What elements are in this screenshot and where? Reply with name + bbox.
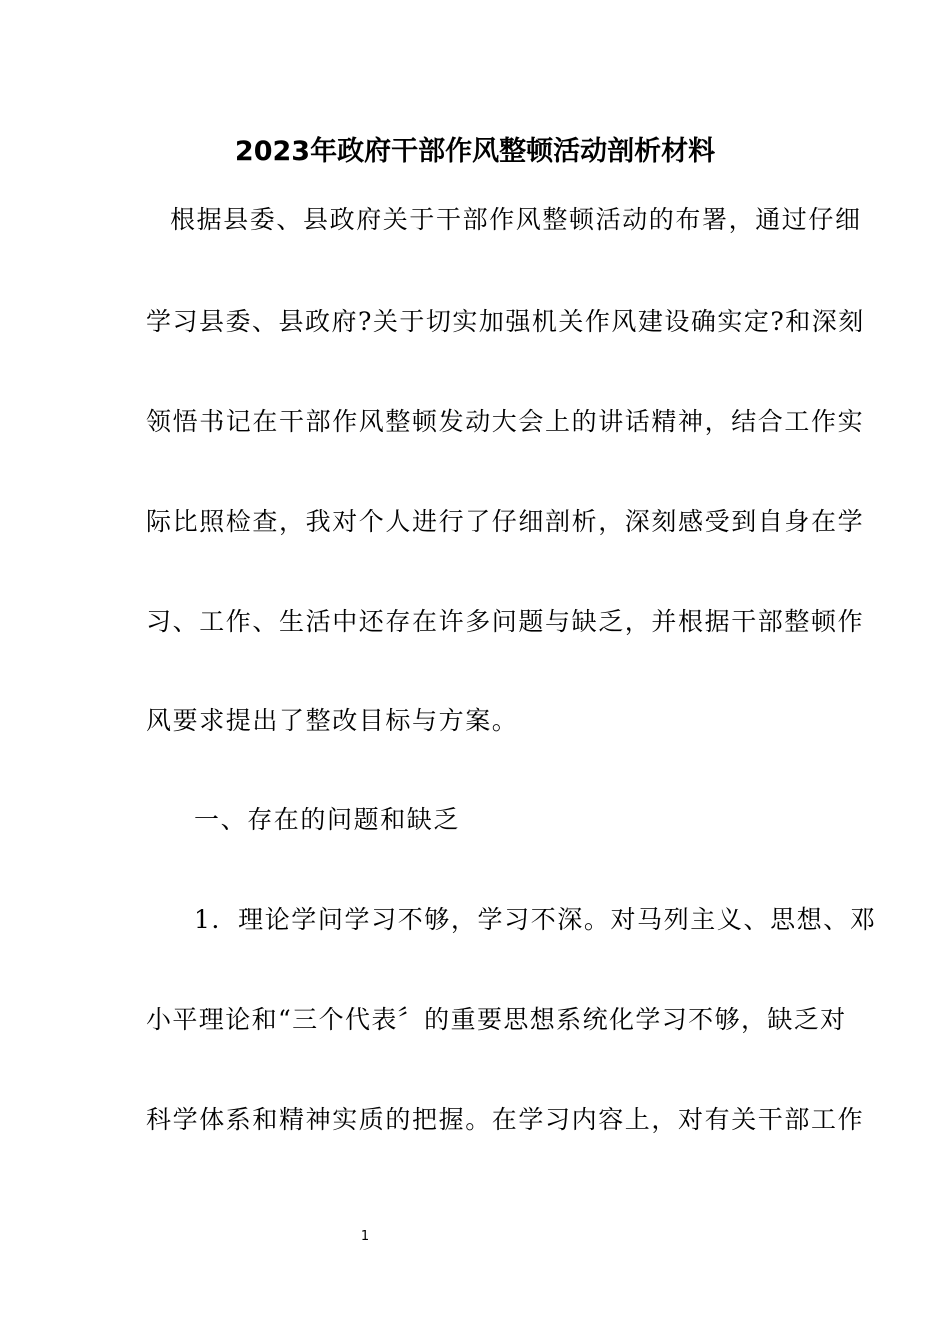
body-line: 领悟书记在干部作风整顿发动大会上的讲话精神，结合工作实: [146, 407, 865, 436]
body-line: 际比照检查，我对个人进行了仔细剖析，深刻感受到自身在学: [146, 507, 865, 536]
page-number: 1: [360, 1229, 370, 1244]
body-line: 习、工作、生活中还存在许多问题与缺乏，并根据干部整顿作: [146, 607, 865, 636]
section-heading: 一、存在的问题和缺乏: [194, 805, 461, 834]
body-line: 学习县委、县政府?关于切实加强机关作风建设确实定?和深刻: [146, 307, 865, 336]
body-line: 根据县委、县政府关于干部作风整顿活动的布署，通过仔细: [170, 205, 862, 234]
body-line: 小平理论和“三个代表〞的重要思想系统化学习不够，缺乏对: [146, 1005, 847, 1034]
body-line: 科学体系和精神实质的把握。在学习内容上，对有关干部工作: [146, 1105, 865, 1134]
body-line: 风要求提出了整改目标与方案。: [146, 706, 519, 735]
body-line: 1．理论学问学习不够，学习不深。对马列主义、思想、邓: [194, 905, 877, 934]
document-title: 2023年政府干部作风整顿活动剖析材料: [234, 136, 716, 167]
